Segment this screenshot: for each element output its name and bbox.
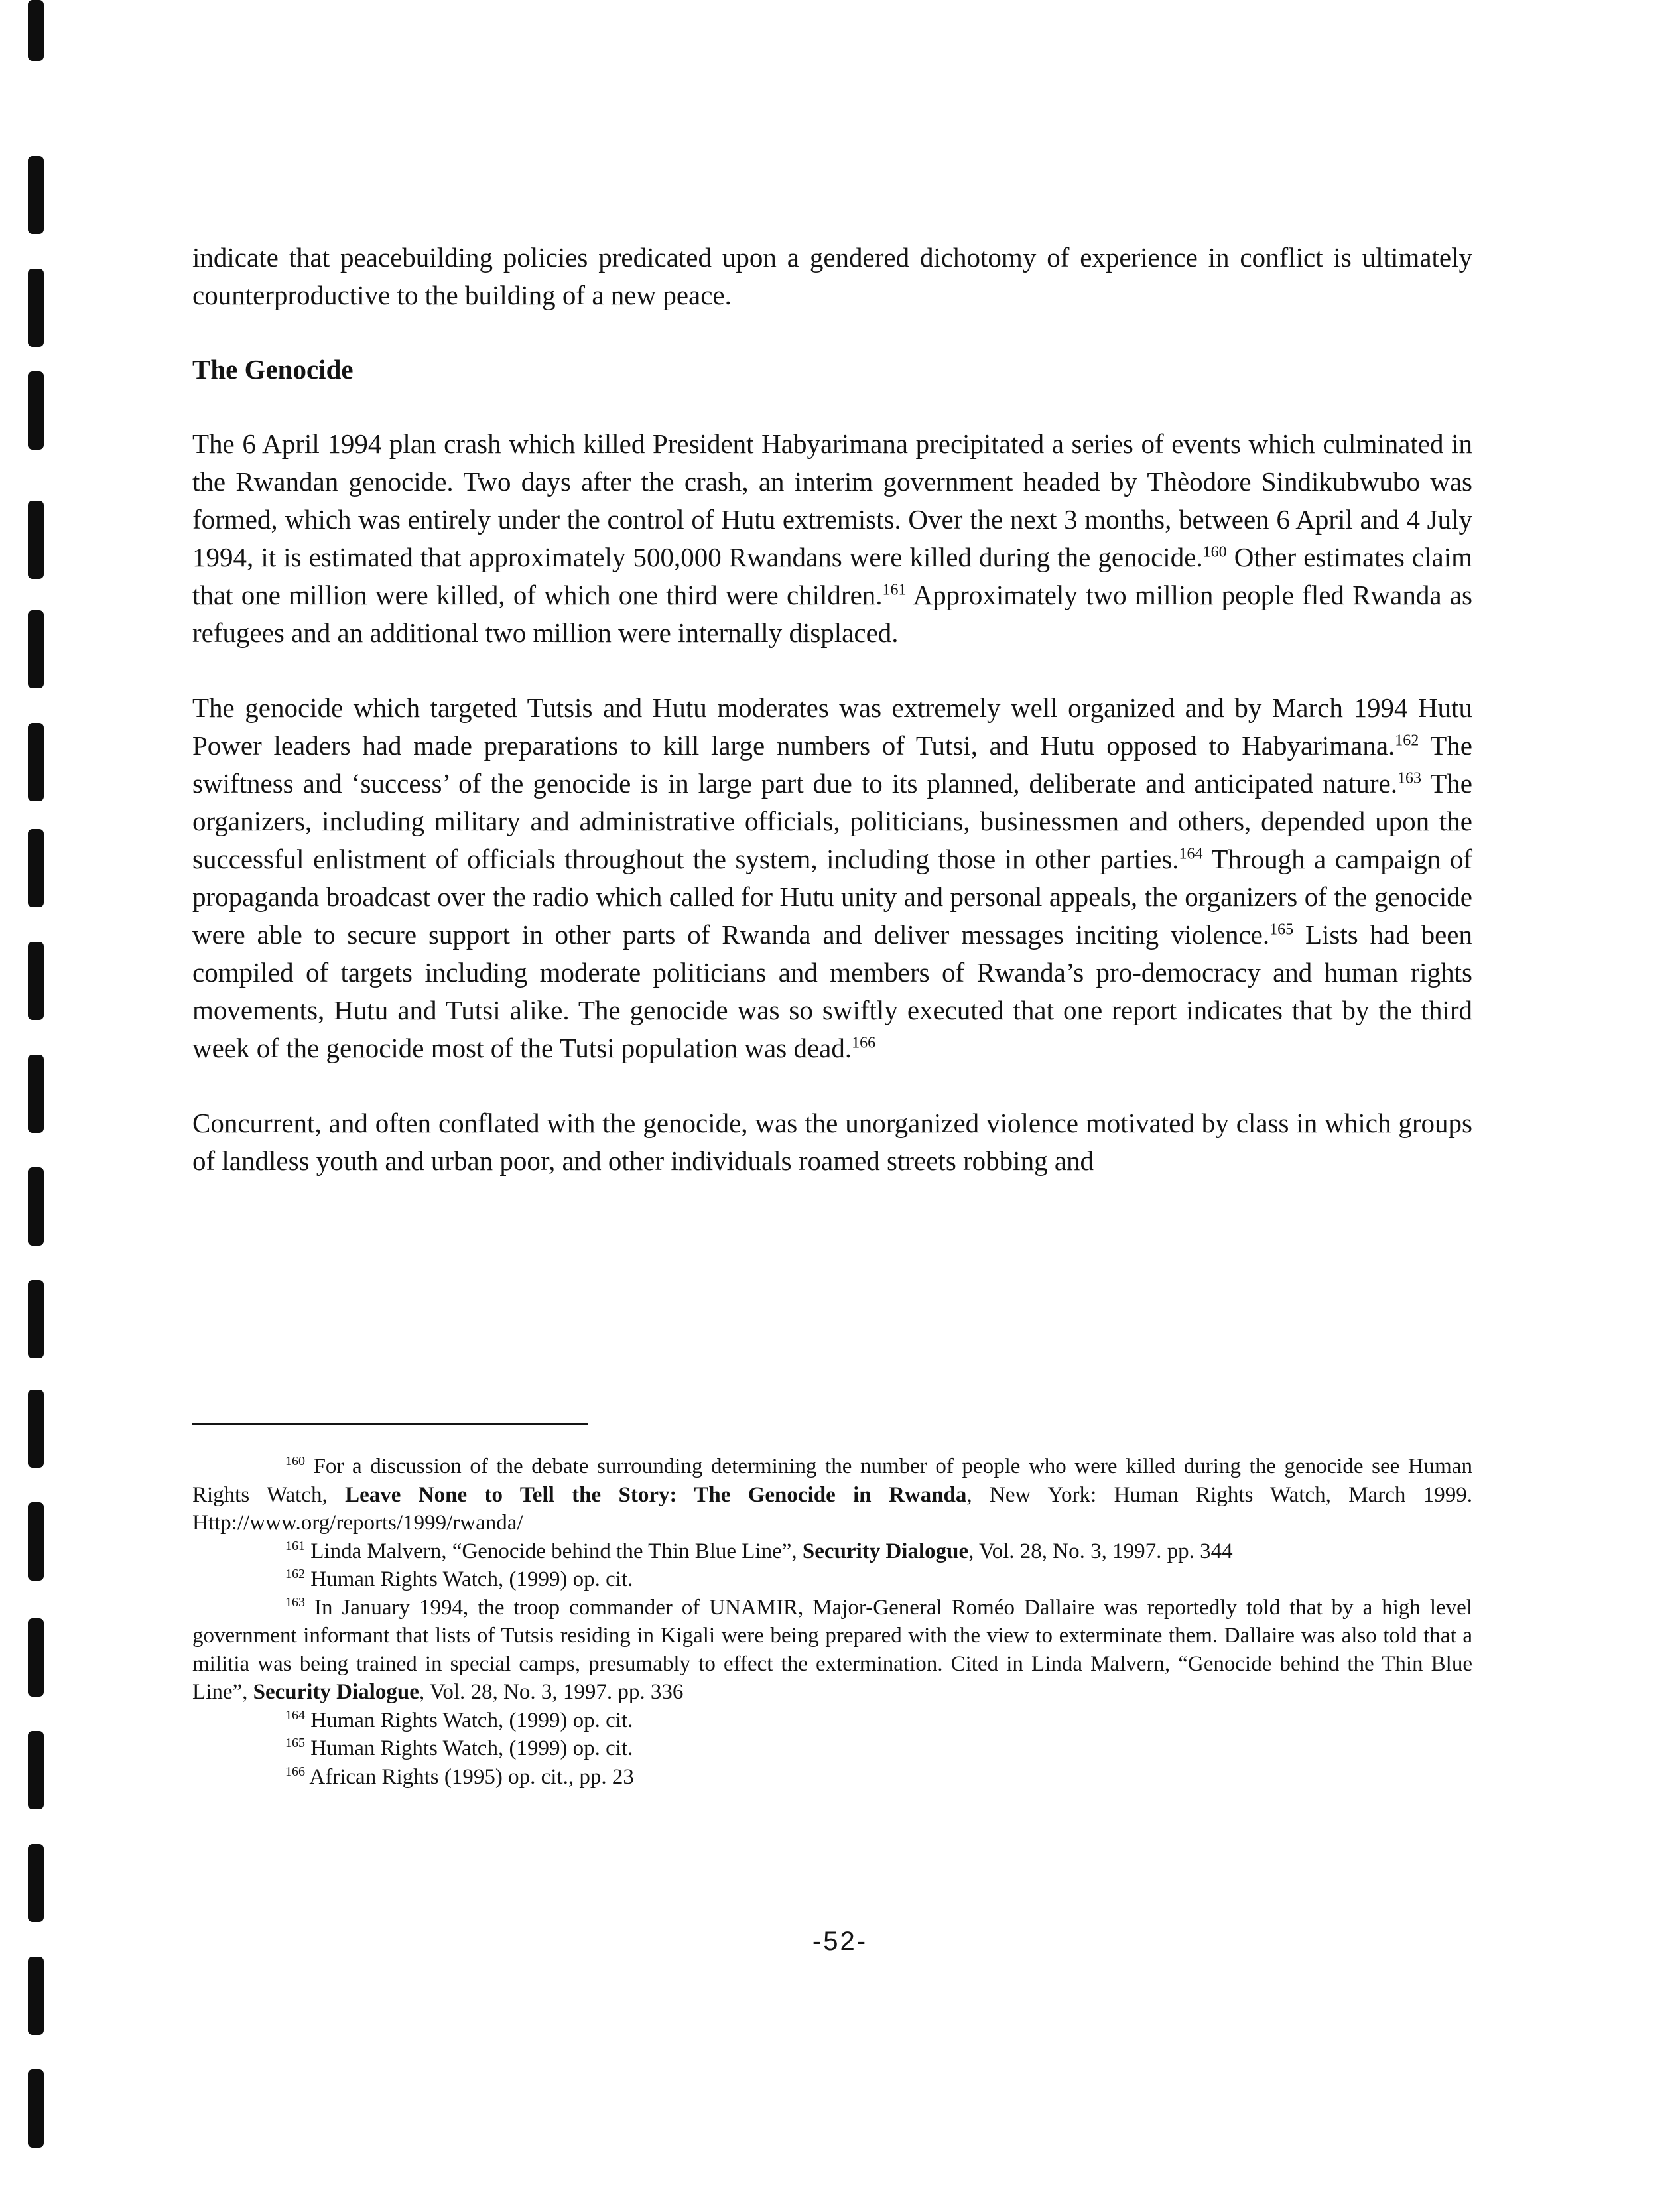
binder-hole <box>28 0 44 61</box>
text-run: The swiftness and ‘success’ of the genocide is in large part due to its planned, deliberate and anticipated nature. <box>192 730 1472 799</box>
section-heading: The Genocide <box>192 354 354 385</box>
footnote-separator <box>192 1423 588 1425</box>
page-body <box>192 239 1472 1180</box>
binder-hole <box>28 723 44 801</box>
footnotes <box>192 1453 1472 1791</box>
footnote-ref: 165 <box>1269 921 1294 939</box>
text-run: The genocide which targeted Tutsis and Hutu moderates was extremely well organized and by March 1994 Hutu Power leaders had made preparations to kill large numbers of Tutsi, and Hutu opposed to Habyarimana. <box>192 692 1472 761</box>
intro-paragraph: indicate that peacebuilding policies predicated upon a gendered dichotomy of experience in conflict is ultimately counterproductive to the building of a new peace. <box>192 242 1472 310</box>
text-run: For a discussion of the debate surrounding determining the number of people who were killed during the genocide see Human Rights Watch, <box>192 1455 1472 1507</box>
text-run: The 6 April 1994 plan crash which killed President Habyarimana precipitated a series of events which culminated in the Rwandan genocide. Two days after the crash, an interim government headed by Thèodore Sindikubwubo was formed, which was entirely under the control of Hutu extremists. Over the next 3 months, between 6 April and 4 July 1994, it is estimated that approximately 500,000 Rwandans were killed during the genocide. <box>192 428 1472 572</box>
text-run: Approximately two million people fled Rwanda as refugees and an additional two million were internally displaced. <box>192 580 1473 648</box>
footnote-number: 162 <box>285 1567 305 1581</box>
footnote <box>192 1734 1472 1763</box>
binder-hole <box>28 1731 44 1809</box>
footnote <box>192 1707 1472 1735</box>
body-paragraph <box>192 425 1472 652</box>
binder-hole <box>28 156 44 234</box>
binder-hole <box>28 1280 44 1358</box>
binder-hole <box>28 2069 44 2148</box>
binder-hole <box>28 1844 44 1922</box>
binder-hole <box>28 1167 44 1246</box>
binder-hole <box>28 829 44 907</box>
binder-hole <box>28 269 44 347</box>
footnote <box>192 1537 1472 1566</box>
binder-hole <box>28 371 44 450</box>
footnote-number: 165 <box>285 1736 305 1750</box>
citation-title: Leave None to Tell the Story: The Genocide in Rwanda <box>345 1482 967 1507</box>
text-run: Other estimates claim that one million were killed, of which one third were children. <box>192 542 1472 610</box>
footnote-ref: 163 <box>1397 769 1421 787</box>
footnote-ref: 161 <box>882 581 907 599</box>
text-run: The organizers, including military and administrative officials, politicians, businessmen and others, depended upon the successful enlistment of officials throughout the system, including those in other parties. <box>192 768 1472 874</box>
footnote-ref: 166 <box>852 1034 876 1052</box>
footnote-number: 160 <box>285 1454 305 1468</box>
binder-hole <box>28 501 44 579</box>
footnote <box>192 1763 1472 1791</box>
footnote <box>192 1565 1472 1594</box>
text-run: Concurrent, and often conflated with the genocide, was the unorganized violence motivated by class in which groups of landless youth and urban poor, and other individuals roamed streets robbing and <box>192 1108 1472 1176</box>
body-paragraph <box>192 1104 1472 1180</box>
binder-hole <box>28 1502 44 1581</box>
footnote-number: 163 <box>285 1594 305 1610</box>
footnote-number: 161 <box>285 1538 305 1553</box>
text-run: , New York: Human Rights Watch, March 1999. Http://www.org/reports/1999/rwanda/ <box>192 1482 1473 1535</box>
footnote <box>192 1453 1472 1537</box>
footnote-ref: 164 <box>1179 845 1203 863</box>
text-run: Linda Malvern, “Genocide behind the Thin Blue Line”, <box>305 1539 803 1563</box>
binder-hole <box>28 1390 44 1468</box>
binder-hole <box>28 1055 44 1133</box>
text-run: , Vol. 28, No. 3, 1997. pp. 336 <box>419 1680 684 1704</box>
text-run: , Vol. 28, No. 3, 1997. pp. 344 <box>968 1539 1233 1563</box>
citation-title: Security Dialogue <box>802 1539 969 1563</box>
citation-title: Security Dialogue <box>253 1680 419 1704</box>
text-run: Through a campaign of propaganda broadcast over the radio which called for Hutu unity and personal appeals, the organizers of the genocide were able to secure support in other parts of Rwanda and deliver messages inciting violence. <box>192 844 1472 950</box>
footnote-ref: 160 <box>1202 543 1227 561</box>
text-run: Human Rights Watch, (1999) op. cit. <box>305 1736 633 1760</box>
footnote <box>192 1594 1472 1707</box>
text-run: Human Rights Watch, (1999) op. cit. <box>305 1567 633 1591</box>
text-run: African Rights (1995) op. cit., pp. 23 <box>305 1764 634 1789</box>
binder-hole <box>28 942 44 1020</box>
footnote-ref: 162 <box>1395 732 1419 749</box>
binder-hole <box>28 1957 44 2035</box>
binder-hole <box>28 610 44 688</box>
binder-hole <box>28 1618 44 1697</box>
text-run: Lists had been compiled of targets including moderate politicians and members of Rwanda’s pro-democracy and human rights movements, Hutu and Tutsi alike. The genocide was so swiftly executed that one report indicates that by the third week of the genocide most of the Tutsi population was dead. <box>192 919 1473 1063</box>
binder-holes <box>0 0 80 2208</box>
page-number: -52- <box>812 1927 868 1956</box>
text-run: Human Rights Watch, (1999) op. cit. <box>305 1708 633 1732</box>
text-run: In January 1994, the troop commander of UNAMIR, Major-General Roméo Dallaire was reportedly told that by a high level government informant that lists of Tutsis residing in Kigali were being prepared with the view to exterminate them. Dallaire was also told that a militia was being trained in special camps, presumably to effect the extermination. Cited in Linda Malvern, “Genocide behind the Thin Blue Line”, <box>192 1595 1472 1704</box>
footnote-number: 164 <box>285 1707 305 1722</box>
body-paragraph <box>192 689 1472 1067</box>
footnote-number: 166 <box>285 1764 305 1779</box>
